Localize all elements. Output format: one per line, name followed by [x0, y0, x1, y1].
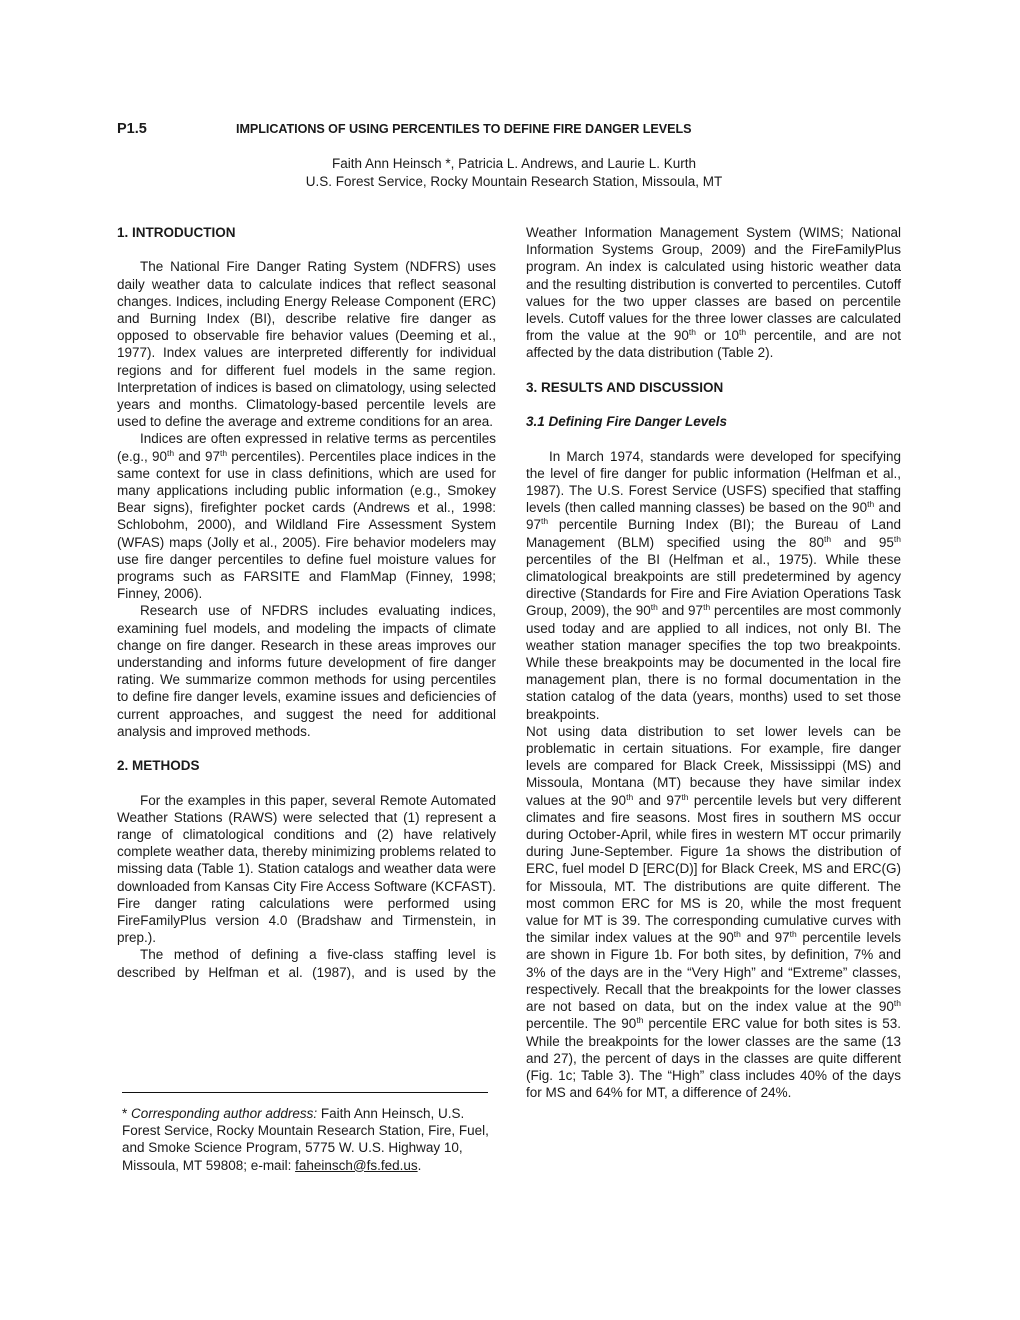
results-paragraph-2: Not using data distribution to set lower levels can be problematic in certain situations. For example, fire danger levels are compared for Black Creek, Mississippi (MS) and Missoula, Montana (MT) because they have similar index values at the 90th and 97th percentile levels but very different climates and fire seasons. Most fires in southern MS occur during October-April, while fires in western MT occur primarily during June-September. Figure 1a shows the distribution of ERC, fuel model D [ERC(D)] for Black Creek, MS and ERC(G) for Missoula, MT. The distributions are quite different. The most common ERC for MS is 20, while the most frequent value for MT is 39. The corresponding cumulative curves with the similar index values at the 90th and 97th percentile levels are shown in Figure 1b. For both sites, by definition, 7% and 3% of the days are in the “Very High” and “Extreme” classes, respectively. Recall that the breakpoints for the lower classes are not based on data, but on the index value at the 90th percentile. The 90th percentile ERC value for both sites is 53. While the breakpoints for the lower classes are the same (13 and 27), the percent of days in the classes are quite different (Fig. 1c; Table 3). The “High” class includes 40% of the days for MS and 64% for MT, a difference of 24%. [526, 723, 902, 1101]
left-column [117, 224, 496, 981]
section-heading-results: 3. RESULTS AND DISCUSSION [526, 379, 724, 395]
right-column [526, 224, 901, 1101]
paper-title: IMPLICATIONS OF USING PERCENTILES TO DEFINE FIRE DANGER LEVELS [236, 122, 692, 136]
methods-paragraph-2: The method of defining a five-class staffing level is described by Helfman et al. (1987), and is used by the [117, 947, 496, 980]
paper-id: P1.5 [117, 121, 147, 137]
intro-paragraph-2: Indices are often expressed in relative terms as percentiles (e.g., 90th and 97th percentiles). Percentiles place indices in the same context for use in class definitions, which are used for many applications including public information (e.g., Smokey Bear signs), firefighter pocket cards (Andrews et al., 1998: Schlobohm, 2000), and Wildland Fire Assessment System (WFAS) maps (Jolly et al., 2005). Fire behavior modelers may use fire danger percentiles to define fuel moisture values for programs such as FARSITE and FlamMap (Finney, 1998; Finney, 2006). [117, 431, 497, 602]
author-email-link[interactable]: faheinsch@fs.fed.us [295, 1157, 418, 1173]
footnote-divider [122, 1092, 488, 1093]
results-paragraph-1: In March 1974, standards were developed for specifying the level of fire danger for public information (Helfman et al., 1987). The U.S. Forest Service (USFS) specified that staffing levels (then called manning classes) be based on the 90th and 97th percentile Burning Index (BI); the Bureau of Land Management (BLM) specified using the 80th and 95th percentiles of the BI (Helfman et al., 1975). While these climatological breakpoints are still predetermined by agency directive (Standards for Fire and Fire Aviation Operations Task Group, 2009), the 90th and 97th percentiles are most commonly used today and are applied to all indices, not only BI. The weather station manager specifies the top two breakpoints. While these breakpoints may be documented in the local fire management plan, there is no formal documentation in the station catalog of the data (years, months) used to set those breakpoints. [526, 448, 902, 722]
methods-paragraph-1: For the examples in this paper, several Remote Automated Weather Stations (RAWS) were selected that (1) represent a range of climatological conditions and (2) have relatively complete weather data, thereby minimizing problems related to missing data (Table 1). Station catalogs and weather data were downloaded from Kansas City Fire Access Software (KCFAST). Fire danger rating calculations were performed using FireFamilyPlus version 4.0 (Bradshaw and Tirmenstein, in prep.). [117, 792, 496, 946]
intro-paragraph-1: The National Fire Danger Rating System (NDFRS) uses daily weather data to calculate indices that reflect seasonal changes. Indices, including Energy Release Component (ERC) and Burning Index (BI), describe relative fire danger as opposed to observable fire behavior values (Deeming et al., 1977). Index values are interpreted differently for individual regions and for different fuel models in the same region. Interpretation of indices is based on climatology, using selected years and months. Climatology-based percentile levels are used to define the average and extreme conditions for an area. [117, 259, 496, 430]
subsection-heading-defining-levels: 3.1 Defining Fire Danger Levels [526, 414, 728, 430]
section-heading-introduction: 1. INTRODUCTION [117, 225, 236, 240]
methods-paragraph-2-continued: Weather Information Management System (WIMS; National Information Systems Group, 2009) and the FireFamilyPlus program. An index is calculated using historic weather data and the resulting distribution is converted to percentiles. Cutoff values for the two upper classes are based on percentile levels. Cutoff values for the three lower classes are calculated from the value at the 90th or 10th percentile, and are not affected by the data distribution (Table 2). [526, 225, 901, 361]
footnote-corresponding-author: * Corresponding author address: Faith Ann Heinsch, U.S. Forest Service, Rocky Mountain Research Station, Fire, Fuel, and Smoke Science Program, 5775 W. U.S. Highway 10, Missoula, MT 59808; e-mail: faheinsch@fs.fed.us. [122, 1106, 489, 1173]
section-heading-methods: 2. METHODS [117, 758, 200, 774]
author-names: Faith Ann Heinsch *, Patricia L. Andrews, and Laurie L. Kurth [332, 156, 696, 171]
author-block [0, 155, 1020, 191]
intro-paragraph-3: Research use of NFDRS includes evaluating indices, examining fuel models, and modeling the impacts of climate change on fire danger. Research in these areas improves our understanding and informs future development of fire danger rating. We summarize common methods for using percentiles to define fire danger levels, examine issues and deficiencies of current approaches, and suggest the need for additional analysis and improved methods. [117, 603, 496, 739]
author-affiliation: U.S. Forest Service, Rocky Mountain Research Station, Missoula, MT [305, 174, 723, 189]
